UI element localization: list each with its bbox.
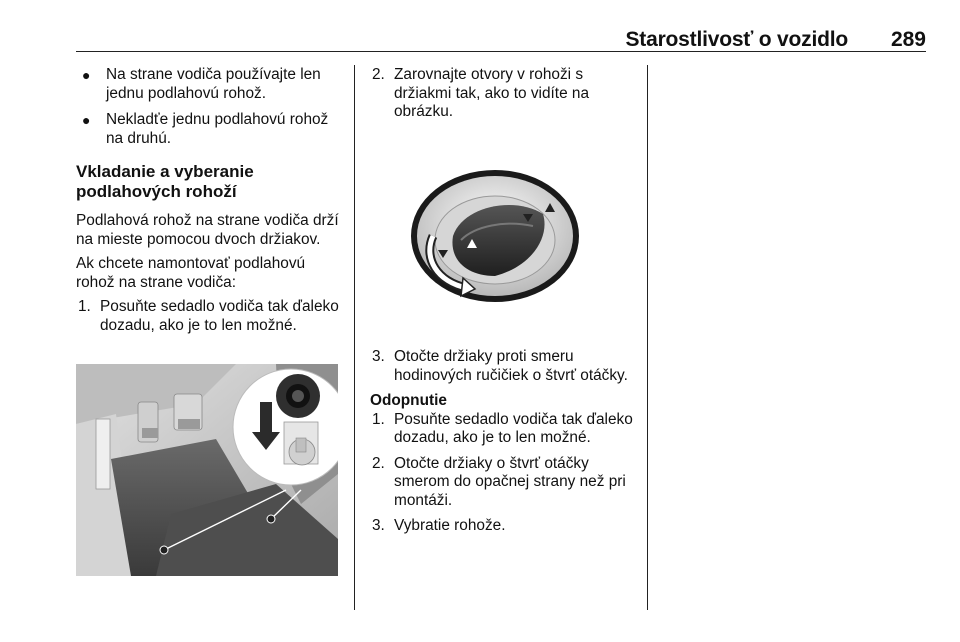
release-heading: Odopnutie bbox=[370, 392, 447, 409]
paragraph: Podlahová rohož na strane vodiča drží na mieste pomocou dvoch držiakov. bbox=[76, 212, 339, 248]
column-divider-right bbox=[647, 65, 648, 610]
step-text: Otočte držiaky proti smeru hodinových ručičiek o štvrť otáčky. bbox=[394, 348, 628, 384]
mat-fastener-diagram bbox=[405, 166, 585, 306]
bullet-text: Na strane vodiča používajte len jednu podlahovú rohož. bbox=[106, 66, 321, 102]
column-divider-left bbox=[354, 65, 355, 610]
page-title: Starostlivosť o vozidlo bbox=[625, 28, 848, 51]
middle-column-bottom bbox=[370, 348, 640, 543]
step-text: Zarovnajte otvory v rohoži s držiakmi tak, ako to vidíte na obrázku. bbox=[394, 66, 590, 120]
paragraph: Ak chcete namontovať podlahovú rohož na strane vodiča: bbox=[76, 255, 306, 291]
step-number: 3. bbox=[372, 348, 385, 365]
step-item bbox=[76, 298, 346, 335]
step-text: Otočte držiaky o štvrť otáčky smerom do opačnej strany než pri montáži. bbox=[394, 454, 626, 509]
step-number: 2. bbox=[372, 66, 385, 83]
bullet-item bbox=[76, 66, 346, 103]
step-number: 2. bbox=[372, 454, 385, 472]
step-number: 3. bbox=[372, 517, 385, 534]
middle-column-top bbox=[370, 66, 640, 129]
page-number: 289 bbox=[890, 28, 926, 51]
floor-mat-photo bbox=[76, 364, 338, 576]
step-item bbox=[370, 411, 640, 448]
step-item bbox=[370, 66, 640, 122]
bullet-item bbox=[76, 111, 346, 148]
header-divider bbox=[76, 51, 926, 52]
step-text: Posuňte sedadlo vodiča tak ďaleko dozadu, ako je to len možné. bbox=[100, 298, 339, 334]
step-text: Vybratie rohože. bbox=[394, 517, 506, 534]
bullet-icon: ● bbox=[82, 112, 91, 128]
step-item bbox=[370, 517, 640, 536]
step-number: 1. bbox=[78, 298, 91, 315]
bullet-icon: ● bbox=[82, 67, 91, 83]
step-text: Posuňte sedadlo vodiča tak ďaleko dozadu, ako je to len možné. bbox=[394, 410, 633, 446]
step-item bbox=[370, 348, 640, 385]
step-number: 1. bbox=[372, 410, 385, 428]
section-heading: Vkladanie a vyberanie podlahových rohoží bbox=[76, 162, 254, 201]
left-column bbox=[76, 66, 346, 342]
step-item bbox=[370, 455, 640, 511]
bullet-text: Nekladťe jednu podlahovú rohož na druhú. bbox=[106, 111, 329, 147]
